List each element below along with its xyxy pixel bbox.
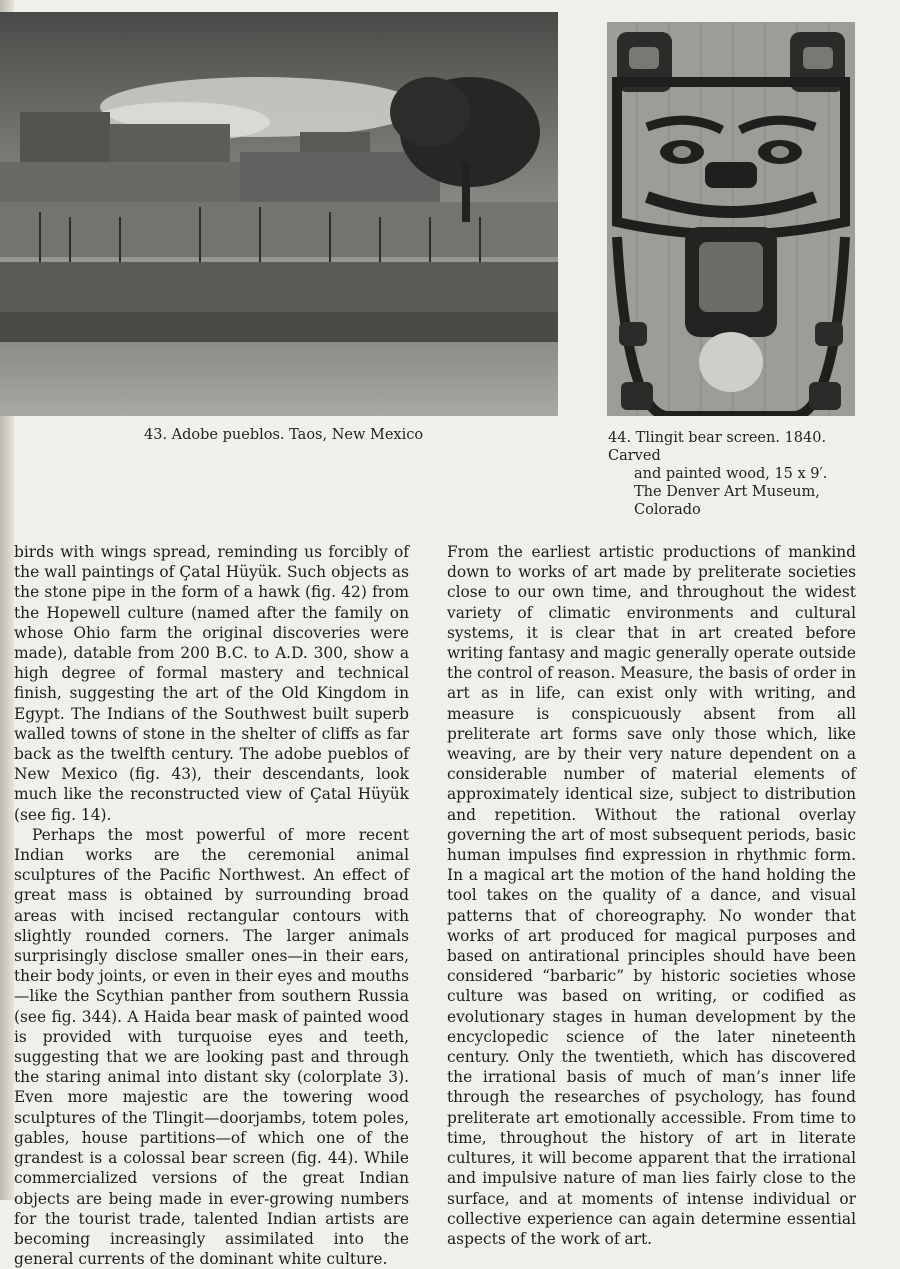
tlingit-bear-screen-image — [607, 22, 855, 416]
figure-44-photo — [607, 22, 855, 416]
figure-43-photo — [0, 12, 558, 416]
figure-44-caption — [608, 429, 878, 519]
figure-43-caption: 43. Adobe pueblos. Taos, New Mexico — [144, 427, 424, 443]
figure-44-caption-line: The Denver Art Museum, — [634, 484, 820, 500]
left-text-column — [14, 542, 409, 1269]
figure-44-caption-line: and painted wood, 15 x 9′. — [634, 466, 828, 482]
right-text-column — [447, 542, 856, 1249]
body-paragraph: From the earliest artistic productions of mankind down to works of art made by preliterate societies close to our own time, and throughout the widest variety of climatic environments and cultural systems, it is clear that in art created before writing fantasy and magic generally operate outside the control of reason. Measure, the basis of order in art as in life, can exist only with writing, and measure is conspicuously absent from all preliterate art forms save only those which, like weaving, are by their very nature dependent on a considerable number of material elements of approximately identical size, subject to distribution and repetition. Without the rational overlay governing the art of most subsequent periods, basic human impulses find expression in rhythmic form. In a magical art the motion of the hand holding the tool takes on the quality of a dance, and visual patterns that of choreography. No wonder that works of art produced for magical purposes and based on antirational principles should have been considered “barbaric” by historic societies whose culture was based on writing, or codified as evolutionary stages in human development by the encyclopedic science of the later nineteenth century. Only the twentieth, which has discovered the irrational basis of much of man’s inner life through the researches of psychology, has found preliterate art emotionally accessible. From time to time, throughout the history of art in literate cultures, it will become apparent that the irrational and impulsive nature of man lies fairly close to the surface, and at moments of intense individual or collective experience can again determine essential aspects of the work of art. — [447, 543, 856, 1248]
body-paragraph: birds with wings spread, reminding us forcibly of the wall paintings of Çatal Hüyük. Such objects as the stone pipe in the form of a hawk (fig. 42) from the Hopewell culture (named after the family on whose Ohio farm the original discoveries were made), datable from 200 B.C. to A.D. 300, show a high degree of formal mastery and technical finish, suggesting the art of the Old Kingdom in Egypt. The Indians of the Southwest built superb walled towns of stone in the shelter of cliffs as far back as the twelfth century. The adobe pueblos of New Mexico (fig. 43), their descendants, look much like the reconstructed view of Çatal Hüyük (see fig. 14). — [14, 543, 409, 824]
body-paragraph: Perhaps the most powerful of more recent Indian works are the ceremonial animal sculptures of the Pacific Northwest. An effect of great mass is obtained by surrounding broad areas with incised rectangular contours with slightly rounded corners. The larger animals surprisingly disclose smaller ones—in their ears, their body joints, or even in their eyes and mouths—like the Scythian panther from southern Russia (see fig. 344). A Haida bear mask of painted wood is provided with turquoise eyes and teeth, suggesting that we are looking past and through the staring animal into distant sky (colorplate 3). Even more majestic are the towering wood sculptures of the Tlingit—doorjambs, totem poles, gables, house partitions—of which one of the grandest is a colossal bear screen (fig. 44). While commercialized versions of the great Indian objects are being made in ever-growing numbers for the tourist trade, talented Indian artists are becoming increasingly assimilated into the general currents of the dominant white culture. — [14, 825, 409, 1269]
adobe-pueblo-image — [0, 12, 558, 416]
figure-44-caption-line: 44. Tlingit bear screen. 1840. Carved — [608, 430, 827, 464]
figure-44-caption-line: Colorado — [634, 502, 701, 518]
